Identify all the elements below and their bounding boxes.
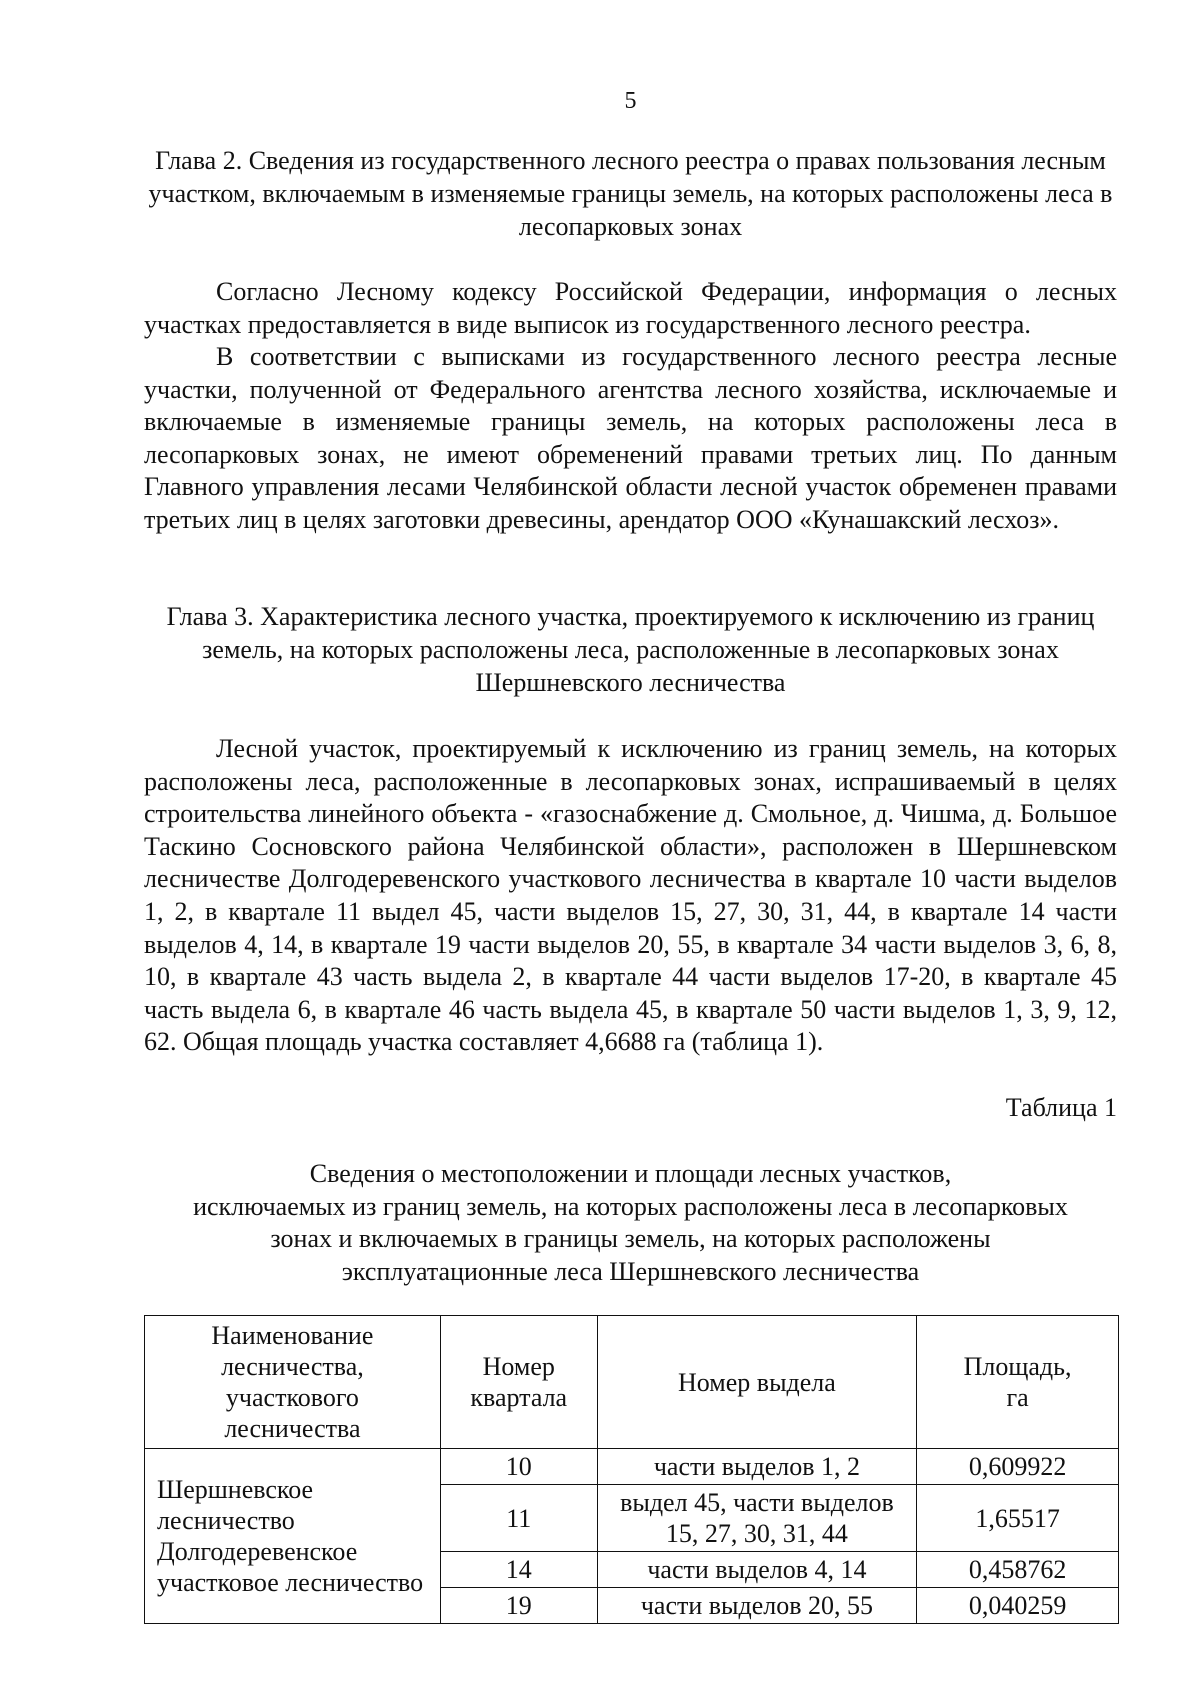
chapter-2-paragraph-1: Согласно Лесному кодексу Российской Федерации, информация о лесных участках предоставляется в виде выписок из государственного лесного реестра. <box>144 277 1117 339</box>
header-area: Площадь, га <box>917 1316 1119 1449</box>
header-quarter: Номер квартала <box>440 1316 597 1449</box>
header-section: Номер выдела <box>597 1316 916 1449</box>
chapter-3-heading: Глава 3. Характеристика лесного участка, проектируемого к исключению из границ земель, на которых расположены леса, расположенные в лесопарковых зонах Шершневского лесничества <box>166 602 1095 697</box>
quarter-cell: 14 <box>440 1552 597 1588</box>
table-caption-line: Сведения о местоположении и площади лесных участков, <box>309 1159 952 1188</box>
section-cell: части выделов 1, 2 <box>597 1449 916 1485</box>
chapter-2-paragraph-2: В соответствии с выписками из государственного лесного реестра лесные участки, полученной от Федерального агентства лесного хозяйства, исключаемые и включаемые в изменяемые границы земель, на которых расположены леса в лесопарковых зонах, не имеют обременений правами третьих лиц. По данным Главного управления лесами Челябинской области лесной участок обременен правами третьих лиц в целях заготовки древесины, арендатор ООО «Кунашакский лесхоз». <box>144 342 1117 534</box>
table-header-row <box>145 1316 1119 1449</box>
forest-plots-table <box>144 1315 1119 1624</box>
table-caption-line: исключаемых из границ земель, на которых расположены леса в лесопарковых <box>193 1191 1068 1221</box>
area-cell: 0,609922 <box>917 1449 1119 1485</box>
section-cell: части выделов 20, 55 <box>597 1588 916 1624</box>
section-cell: выдел 45, части выделов 15, 27, 30, 31, 44 <box>597 1485 916 1552</box>
area-cell: 0,458762 <box>917 1552 1119 1588</box>
table-caption <box>144 1158 1117 1288</box>
page-number: 5 <box>624 88 637 114</box>
table-label: Таблица 1 <box>1005 1093 1117 1122</box>
table-caption-line: зонах и включаемых в границы земель, на которых расположены <box>270 1224 991 1253</box>
area-cell: 0,040259 <box>917 1588 1119 1624</box>
chapter-3-paragraph: Лесной участок, проектируемый к исключению из границ земель, на которых расположены леса, расположенные в лесопарковых зонах, испрашиваемый в целях строительства линейного объекта - «газоснабжение д. Смольное, д. Чишма, д. Большое Таскино Сосновского района Челябинской области», расположен в Шершневском лесничестве Долгодеревенского участкового лесничества в квартале 10 части выделов 1, 2, в квартале 11 выдел 45, части выделов 15, 27, 30, 31, 44, в квартале 14 части выделов 4, 14, в квартале 19 части выделов 20, 55, в квартале 34 части выделов 3, 6, 8, 10, в квартале 43 часть выдела 2, в квартале 44 части выделов 17-20, в квартале 45 часть выдела 6, в квартале 46 часть выдела 45, в квартале 50 части выделов 1, 3, 9, 12, 62. Общая площадь участка составляет 4,6688 га (таблица 1). <box>144 734 1117 1057</box>
table-row <box>145 1449 1119 1485</box>
quarter-cell: 11 <box>440 1485 597 1552</box>
header-forestry: Наименование лесничества, участкового лесничества <box>145 1316 441 1449</box>
quarter-cell: 10 <box>440 1449 597 1485</box>
section-cell: части выделов 4, 14 <box>597 1552 916 1588</box>
table-caption-line: эксплуатационные леса Шершневского лесничества <box>341 1256 920 1286</box>
forestry-name-cell: Шершневское лесничество Долгодеревенское участковое лесничество <box>145 1449 441 1624</box>
quarter-cell: 19 <box>440 1588 597 1624</box>
chapter-2-heading: Глава 2. Сведения из государственного лесного реестра о правах пользования лесным участком, включаемым в изменяемые границы земель, на которых расположены леса в лесопарковых зонах <box>148 146 1113 241</box>
area-cell: 1,65517 <box>917 1485 1119 1552</box>
